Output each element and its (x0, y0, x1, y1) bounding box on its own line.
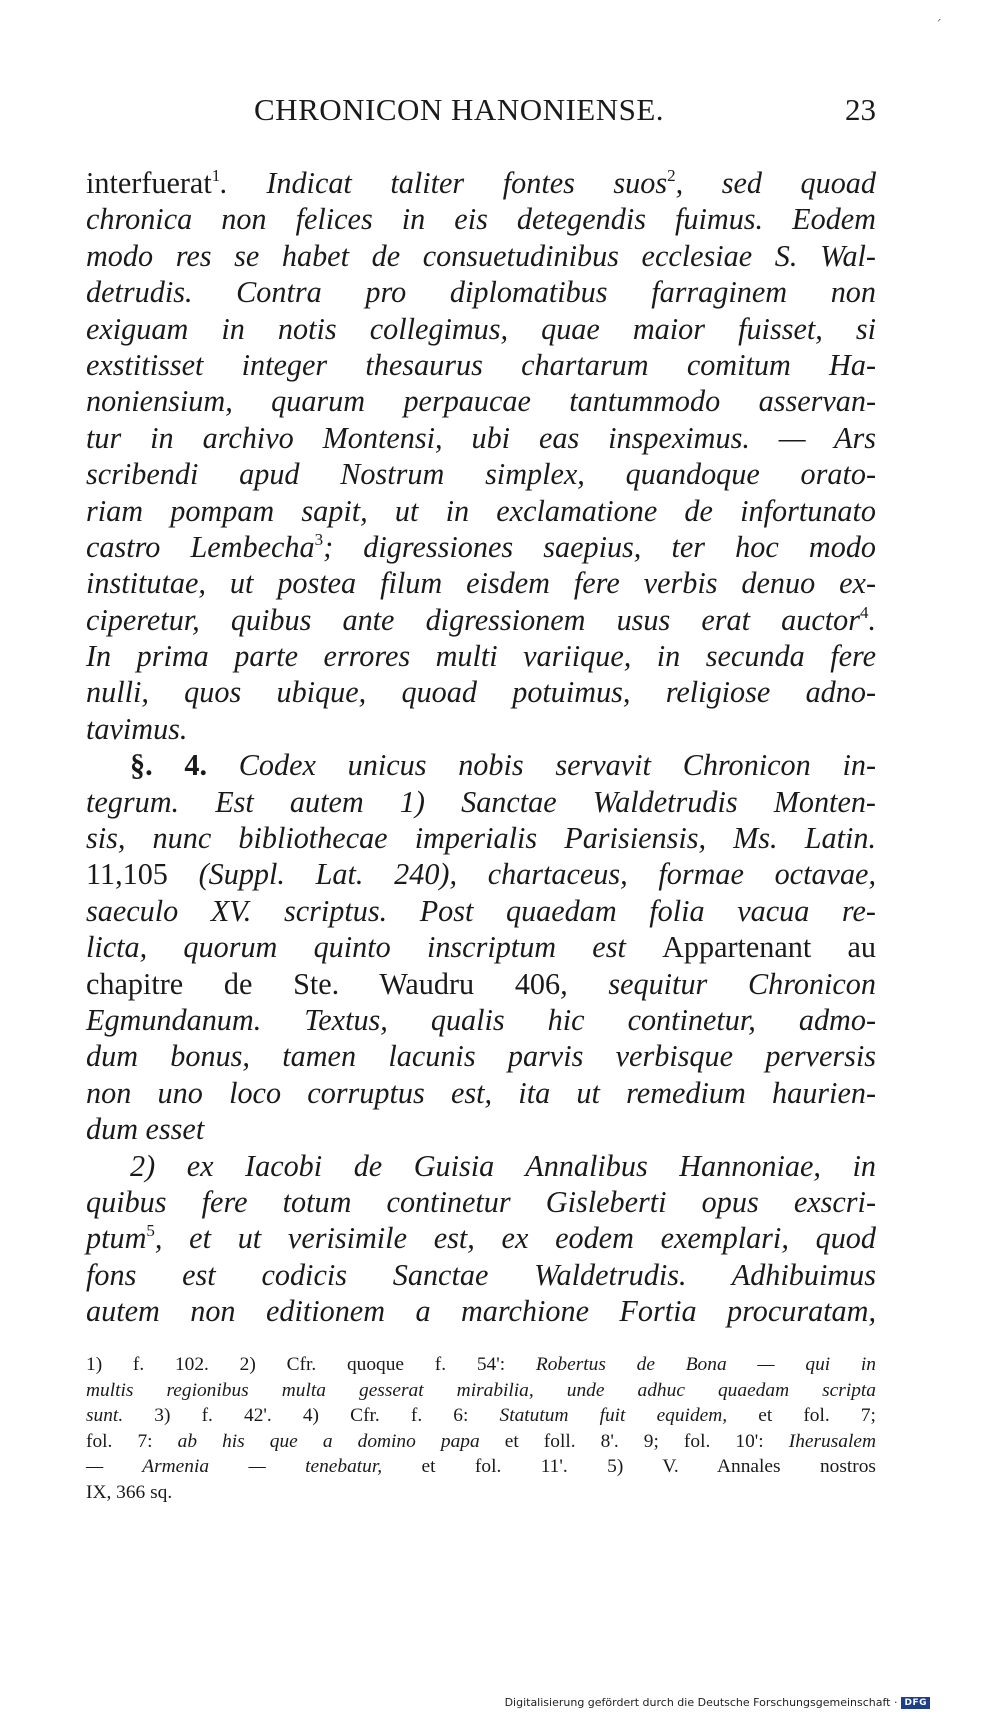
text-line: tegrum. Est autem 1) Sanctae Waldetrudis Monten- (86, 784, 876, 819)
main-text (86, 165, 876, 1330)
text-run: ptum (86, 1221, 147, 1256)
text-run: , et ut verisimile est, ex eodem exemplari, quod (154, 1221, 876, 1256)
footnote-text: 2) Cfr. quoque f. 54': (239, 1354, 506, 1375)
text-line: Egmundanum. Textus, qualis hic continetur, admo- (86, 1002, 876, 1037)
text-line: nulli, quos ubique, quoad potuimus, religiose adno- (86, 675, 876, 710)
footnote-line (86, 1378, 876, 1404)
text-line: exiguam in notis collegimus, quae maior fuisset, si (86, 311, 876, 346)
page-number: 23 (845, 92, 876, 127)
text-run: chapitre de Ste. Waudru 406 (86, 966, 561, 1001)
text-run: . Indicat taliter fontes suos (220, 166, 668, 200)
footnote-text: 4) Cfr. f. 6: (302, 1405, 469, 1427)
credit-text: Digitalisierung gefördert durch die Deutsche Forschungsgemeinschaft · (504, 1696, 898, 1709)
footnote-quote: Statutum fuit equidem, (499, 1405, 728, 1427)
text-run: castro Lembecha (86, 529, 315, 564)
text-line: sis, nunc bibliothecae imperialis Parisiensis, Ms. Latin. (86, 821, 876, 856)
text-line (86, 602, 876, 638)
footnote-line (86, 1480, 876, 1506)
footnote-ref: 4 (859, 602, 869, 622)
text-line (86, 966, 876, 1002)
dfg-logo: DFG (901, 1697, 930, 1709)
running-title: CHRONICON HANONIENSE. (254, 92, 665, 127)
footnote-line (86, 1352, 876, 1378)
text-line: chronica non felices in eis detegendis fuimus. Eodem (86, 202, 876, 237)
text-line: autem non editionem a marchione Fortia procuratam, (86, 1294, 876, 1329)
footnote-text: et foll. 8'. 9; fol. 10': (504, 1430, 764, 1452)
text-line: exstitisset integer thesaurus chartarum comitum Ha- (86, 347, 876, 382)
text-run: licta, quorum quinto inscriptum est (86, 930, 663, 965)
footnote-text: 1) f. 102. (86, 1354, 209, 1375)
footnote-quote: ab his que a domino papa (177, 1430, 480, 1452)
text-line: scribendi apud Nostrum simplex, quandoque orato- (86, 457, 876, 492)
section-mark: §. 4. (130, 748, 208, 783)
footnote-ref: 2 (667, 166, 676, 185)
text-line: dum bonus, tamen lacunis parvis verbisque perversis (86, 1039, 876, 1074)
corner-mark: ´ (935, 18, 942, 34)
text-line: dum esset (86, 1112, 205, 1147)
running-head (86, 92, 876, 132)
footnotes (86, 1352, 876, 1506)
text-line: tavimus. (86, 711, 188, 746)
text-run: , sequitur Chronicon (560, 966, 876, 1001)
footnote-quote: Robertus de Bona — qui in (535, 1354, 877, 1375)
text-line (86, 747, 876, 783)
footnote-quote: multis regionibus multa gesserat mirabilia, unde adhuc quaedam scripta (86, 1379, 876, 1401)
footnote-quote: sunt. (86, 1405, 124, 1427)
text-line: 2) ex Iacobi de Guisia Annalibus Hannoniae, in (130, 1148, 876, 1183)
text-line (86, 929, 876, 965)
footnote-ref: 3 (314, 529, 324, 549)
text-run: 11,105 (86, 857, 168, 892)
footnote-text: IX, 366 sq. (86, 1481, 173, 1503)
footnote-text: 3) f. 42'. (154, 1405, 272, 1427)
text-line: tur in archivo Montensi, ubi eas inspeximus. — Ars (86, 420, 876, 455)
text-line (86, 856, 876, 892)
text-run: . (868, 602, 876, 637)
text-line: quibus fere totum continetur Gisleberti opus exscri- (86, 1184, 876, 1219)
text-line: noniensium, quarum perpaucae tantummodo asservan- (86, 384, 876, 419)
text-line: institutae, ut postea filum eisdem fere verbis denuo ex- (86, 566, 876, 601)
footnote-quote: — Armenia — tenebatur, (86, 1456, 383, 1478)
footnote-line (86, 1403, 876, 1429)
footnote-text: et fol. 11'. (421, 1456, 568, 1478)
text-run: Appartenant au (662, 930, 876, 965)
footnote-line (86, 1454, 876, 1480)
footnote-quote: Iherusalem (788, 1430, 876, 1452)
digitization-credit (505, 1696, 930, 1709)
text-line: riam pompam sapit, ut in exclamatione de infortunato (86, 493, 876, 528)
text-line: In prima parte errores multi variique, in secunda fere (86, 639, 876, 674)
text-line (86, 165, 876, 201)
text-line: non uno loco corruptus est, ita ut remedium haurien- (86, 1075, 876, 1110)
text-line: fons est codicis Sanctae Waldetrudis. Adhibuimus (86, 1257, 876, 1292)
footnote-text: fol. 7: (86, 1430, 153, 1452)
text-line: detrudis. Contra pro diplomatibus farraginem non (86, 275, 876, 310)
footnote-line (86, 1429, 876, 1455)
text-line: modo res se habet de consuetudinibus ecclesiae S. Wal- (86, 238, 876, 273)
text-run: ; digressiones saepius, ter hoc modo (323, 529, 877, 564)
text-run: ciperetur, quibus ante digressionem usus erat auctor (86, 602, 860, 637)
text-run: interfuerat (86, 166, 212, 200)
footnote-text: et fol. 7; (758, 1405, 876, 1427)
text-run: (Suppl. Lat. 240), chartaceus, formae octavae, (167, 857, 876, 892)
text-run: Codex unicus nobis servavit Chronicon in- (207, 748, 876, 783)
footnote-ref: 1 (211, 166, 221, 185)
text-line (86, 529, 876, 565)
text-run: , sed quoad (675, 166, 876, 200)
text-line (86, 1220, 876, 1256)
footnote-text: 5) V. Annales nostros (607, 1456, 876, 1478)
footnote-ref: 5 (146, 1221, 155, 1241)
text-line: saeculo XV. scriptus. Post quaedam folia vacua re- (86, 893, 876, 928)
